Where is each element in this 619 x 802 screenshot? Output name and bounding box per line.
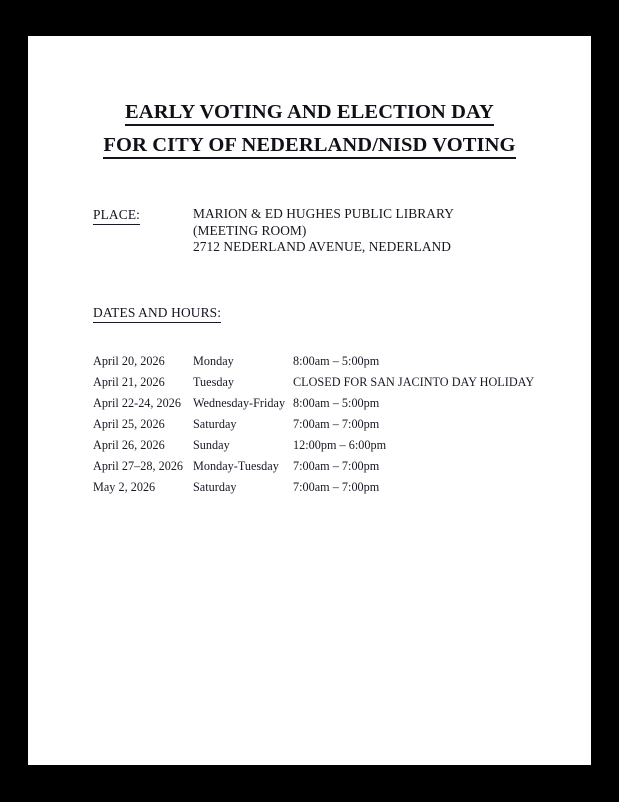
row-day: Sunday (193, 437, 230, 452)
place-row (93, 206, 563, 256)
place-label: PLACE: (93, 207, 140, 225)
row-hours: 8:00am – 5:00pm (293, 353, 380, 368)
table-row (93, 435, 573, 456)
table-row (93, 372, 573, 393)
row-date: April 25, 2026 (93, 416, 165, 431)
row-hours: 7:00am – 7:00pm (293, 416, 380, 431)
table-row (93, 393, 573, 414)
row-day: Tuesday (193, 374, 234, 389)
row-hours: 12:00pm – 6:00pm (293, 437, 387, 452)
place-section (93, 206, 563, 256)
place-address (193, 206, 563, 256)
schedule-table (93, 351, 573, 498)
dates-and-hours-section (93, 304, 573, 498)
row-day: Wednesday-Friday (193, 395, 286, 410)
row-date: April 20, 2026 (93, 353, 165, 368)
document-title-line-2-text: FOR CITY OF NEDERLAND/NISD VOTING (103, 134, 515, 159)
document-title-line-2 (28, 129, 591, 162)
row-date: April 22-24, 2026 (93, 395, 182, 410)
row-date: April 26, 2026 (93, 437, 165, 452)
document-title-line-1 (28, 96, 591, 129)
document-title-line-1-text: EARLY VOTING AND ELECTION DAY (125, 101, 494, 126)
row-day: Monday-Tuesday (193, 458, 279, 473)
place-label-cell (93, 206, 140, 225)
document-title (28, 96, 591, 162)
row-day: Saturday (193, 479, 237, 494)
place-address-line-2: (MEETING ROOM) (193, 222, 307, 238)
table-row (93, 477, 573, 498)
table-row (93, 414, 573, 435)
place-address-line-1: MARION & ED HUGHES PUBLIC LIBRARY (193, 206, 454, 221)
table-row (93, 456, 573, 477)
row-day: Saturday (193, 416, 237, 431)
dates-and-hours-heading: DATES AND HOURS: (93, 305, 221, 323)
row-date: April 27–28, 2026 (93, 458, 184, 473)
row-hours: 7:00am – 7:00pm (293, 479, 380, 494)
place-address-line-3: 2712 NEDERLAND AVENUE, NEDERLAND (193, 239, 451, 255)
row-date: April 21, 2026 (93, 374, 165, 389)
row-hours: CLOSED FOR SAN JACINTO DAY HOLIDAY (293, 374, 535, 389)
table-row (93, 351, 573, 372)
document-page (28, 36, 591, 765)
row-day: Monday (193, 353, 234, 368)
row-hours: 8:00am – 5:00pm (293, 395, 380, 410)
row-hours: 7:00am – 7:00pm (293, 458, 380, 473)
row-date: May 2, 2026 (93, 479, 156, 494)
